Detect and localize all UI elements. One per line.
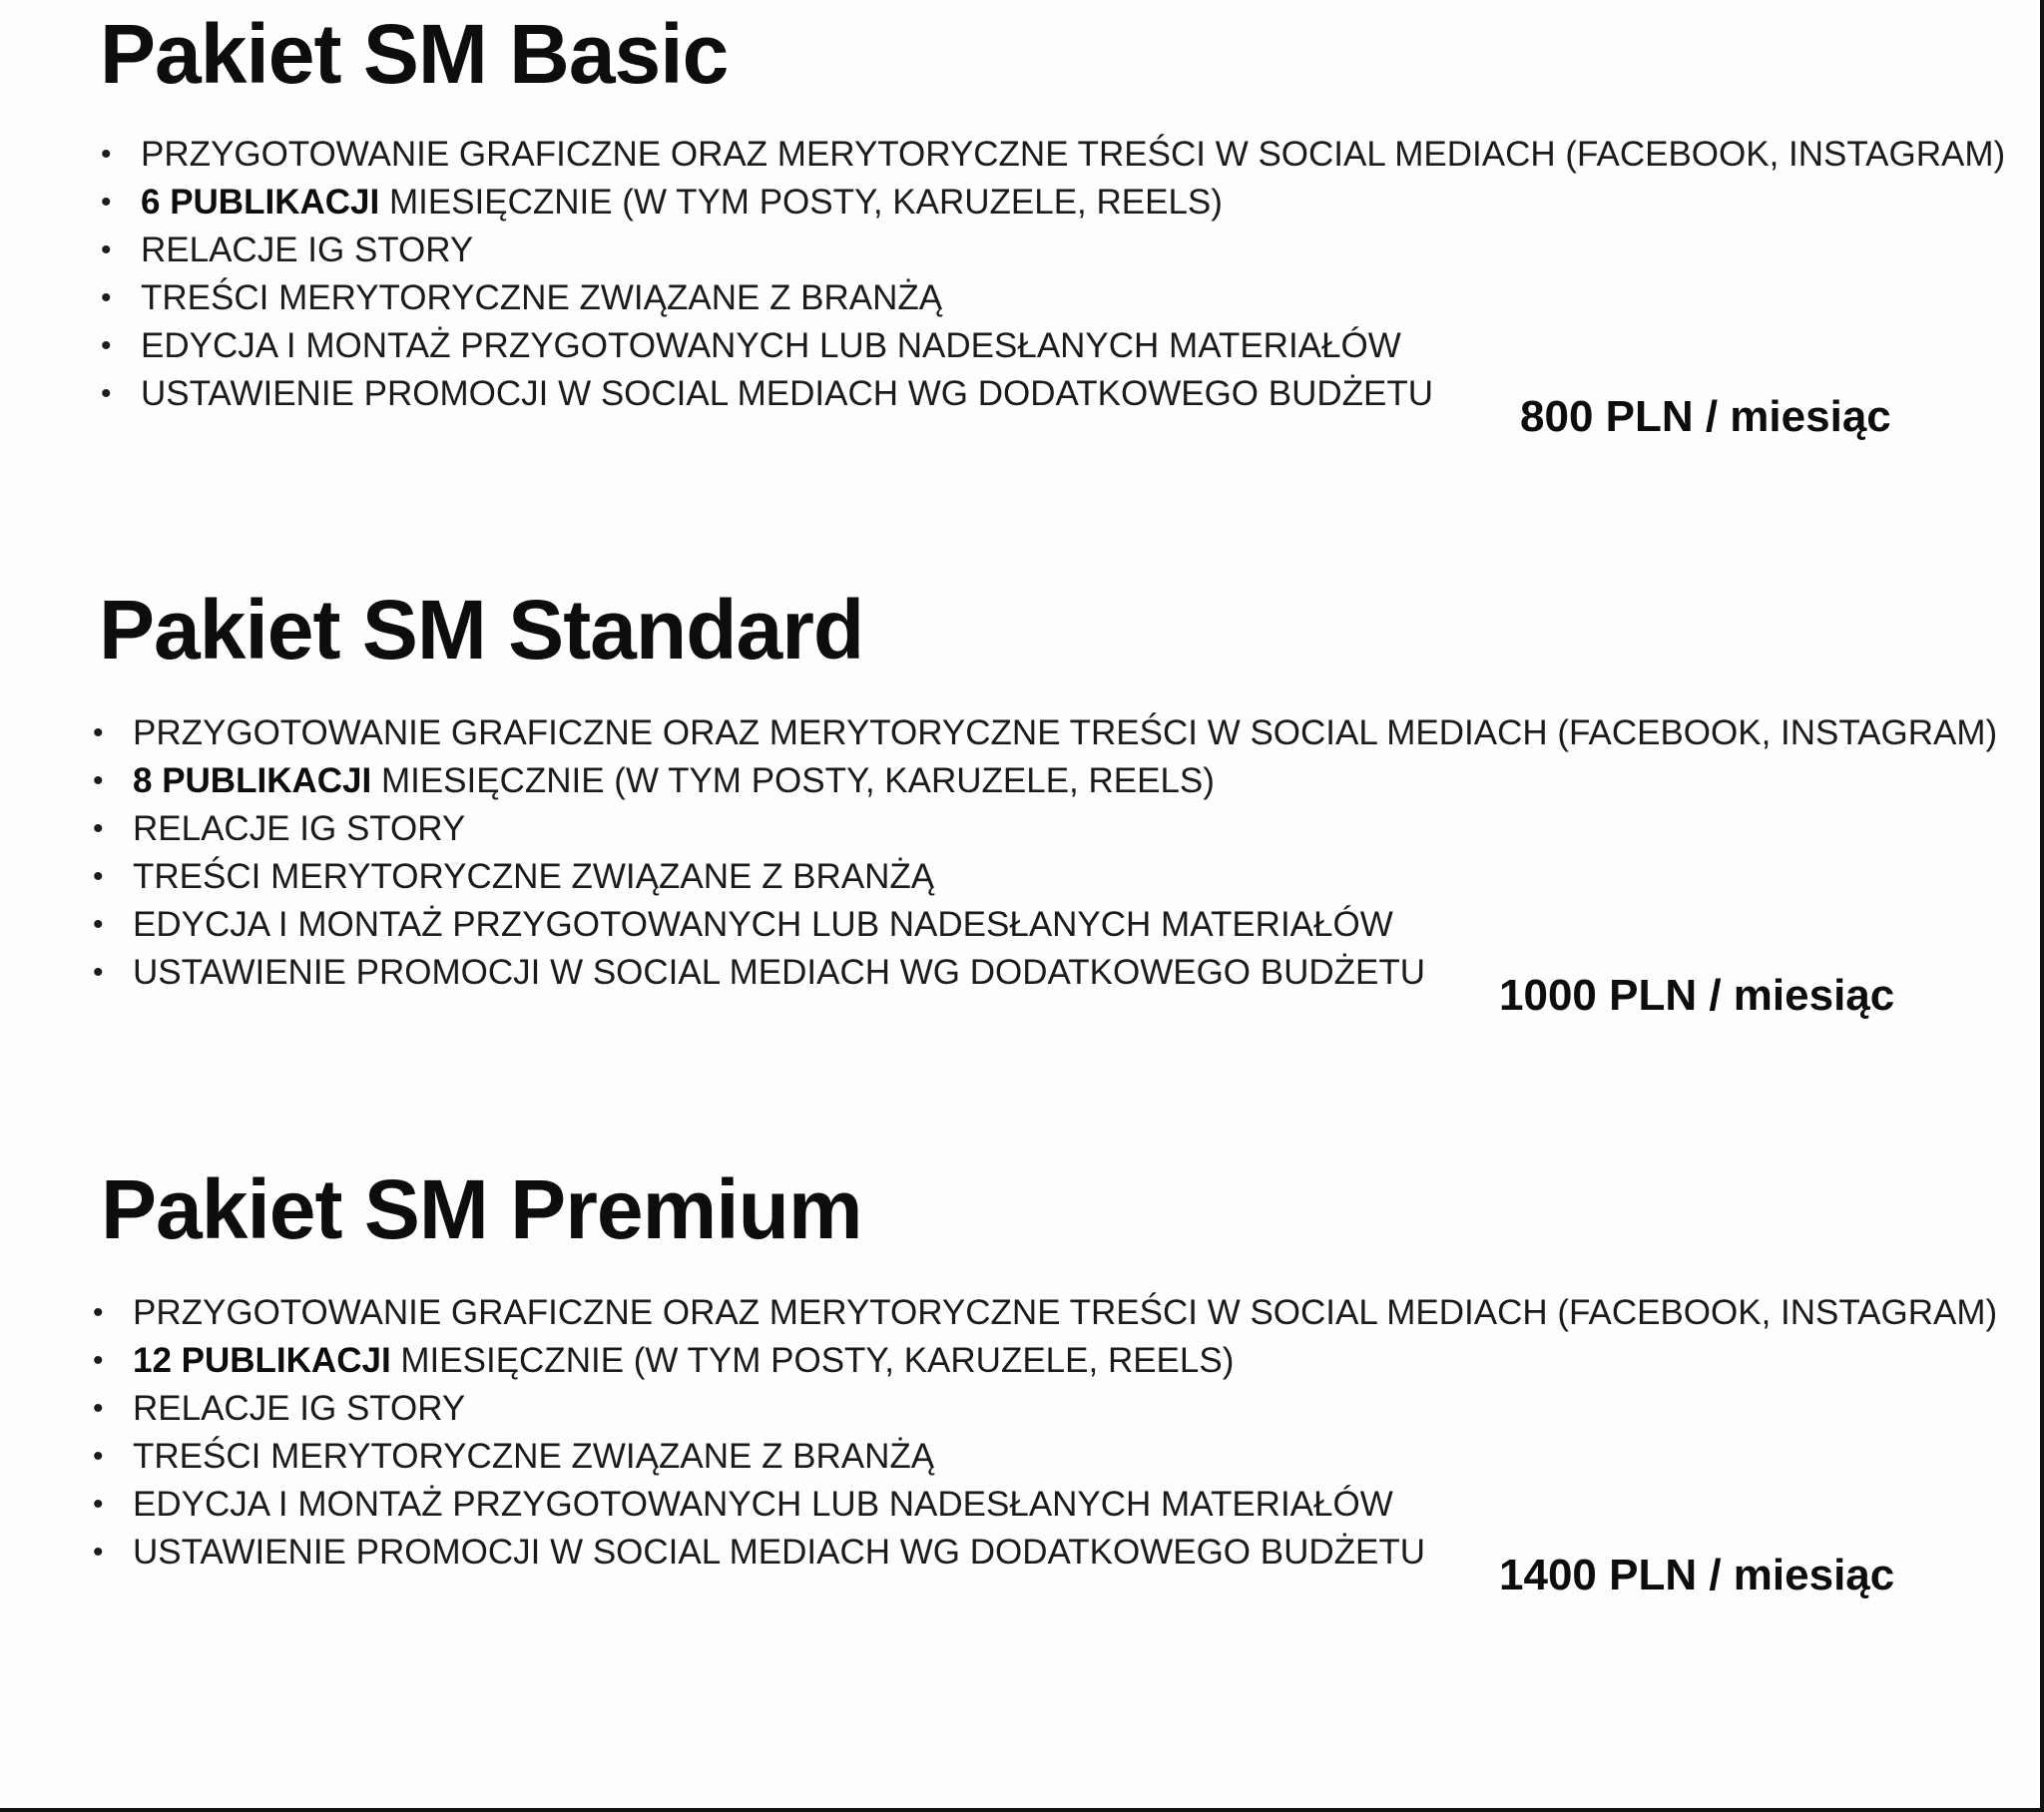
feature-item: [93, 805, 1997, 853]
feature-text: MIESIĘCZNIE (W TYM POSTY, KARUZELE, REELS): [371, 761, 1215, 800]
feature-text: TREŚCI MERYTORYCZNE ZWIĄZANE Z BRANŻĄ: [133, 857, 935, 896]
feature-text: PRZYGOTOWANIE GRAFICZNE ORAZ MERYTORYCZNE TREŚCI W SOCIAL MEDIACH (FACEBOOK, INSTAGRAM): [133, 1293, 1998, 1332]
package-title: Pakiet SM Standard: [99, 583, 864, 677]
feature-item: [93, 1433, 1997, 1481]
feature-item: [93, 1289, 1997, 1337]
feature-list: [93, 709, 1997, 997]
package-title: Pakiet SM Basic: [100, 7, 729, 101]
feature-text: PRZYGOTOWANIE GRAFICZNE ORAZ MERYTORYCZNE TREŚCI W SOCIAL MEDIACH (FACEBOOK, INSTAGRAM): [141, 135, 2006, 174]
package-basic: [0, 0, 2044, 579]
feature-text: MIESIĘCZNIE (W TYM POSTY, KARUZELE, REELS): [379, 183, 1223, 222]
package-price: 800 PLN / miesiąc: [1520, 392, 1891, 441]
feature-item: [101, 179, 2005, 226]
feature-bold: 8 PUBLIKACJI: [133, 761, 372, 800]
feature-text: PRZYGOTOWANIE GRAFICZNE ORAZ MERYTORYCZNE TREŚCI W SOCIAL MEDIACH (FACEBOOK, INSTAGRAM): [133, 713, 1998, 752]
package-price: 1400 PLN / miesiąc: [1499, 1551, 1895, 1599]
page-edge-bottom: [0, 1808, 2044, 1812]
feature-item: [93, 853, 1997, 901]
feature-text: RELACJE IG STORY: [133, 1389, 466, 1428]
feature-text: EDYCJA I MONTAŻ PRZYGOTOWANYCH LUB NADESŁANYCH MATERIAŁÓW: [133, 1485, 1393, 1524]
feature-text: USTAWIENIE PROMOCJI W SOCIAL MEDIACH WG DODATKOWEGO BUDŻETU: [133, 953, 1426, 992]
feature-item: [93, 757, 1997, 805]
feature-item: [93, 1481, 1997, 1529]
package-standard: [0, 579, 2044, 1157]
feature-bold: 12 PUBLIKACJI: [133, 1341, 391, 1380]
feature-text: USTAWIENIE PROMOCJI W SOCIAL MEDIACH WG DODATKOWEGO BUDŻETU: [141, 374, 1434, 413]
package-title: Pakiet SM Premium: [101, 1162, 862, 1256]
feature-item: [101, 322, 2005, 370]
feature-item: [101, 131, 2005, 179]
package-price: 1000 PLN / miesiąc: [1499, 971, 1895, 1020]
feature-text: TREŚCI MERYTORYCZNE ZWIĄZANE Z BRANŻĄ: [141, 278, 943, 317]
feature-item: [101, 274, 2005, 322]
page-edge-right: [2040, 0, 2044, 1808]
feature-text: TREŚCI MERYTORYCZNE ZWIĄZANE Z BRANŻĄ: [133, 1437, 935, 1476]
feature-text: USTAWIENIE PROMOCJI W SOCIAL MEDIACH WG DODATKOWEGO BUDŻETU: [133, 1533, 1426, 1572]
feature-text: EDYCJA I MONTAŻ PRZYGOTOWANYCH LUB NADESŁANYCH MATERIAŁÓW: [133, 905, 1393, 944]
feature-text: RELACJE IG STORY: [133, 809, 466, 848]
feature-item: [93, 709, 1997, 757]
feature-text: RELACJE IG STORY: [141, 230, 474, 269]
feature-list: [93, 1289, 1997, 1577]
feature-item: [93, 1337, 1997, 1385]
feature-item: [93, 901, 1997, 949]
feature-bold: 6 PUBLIKACJI: [141, 183, 380, 222]
feature-item: [101, 226, 2005, 274]
feature-text: EDYCJA I MONTAŻ PRZYGOTOWANYCH LUB NADESŁANYCH MATERIAŁÓW: [141, 326, 1401, 365]
feature-text: MIESIĘCZNIE (W TYM POSTY, KARUZELE, REELS): [390, 1341, 1235, 1380]
feature-item: [93, 1385, 1997, 1433]
feature-list: [101, 131, 2005, 418]
package-premium: [0, 1158, 2044, 1737]
